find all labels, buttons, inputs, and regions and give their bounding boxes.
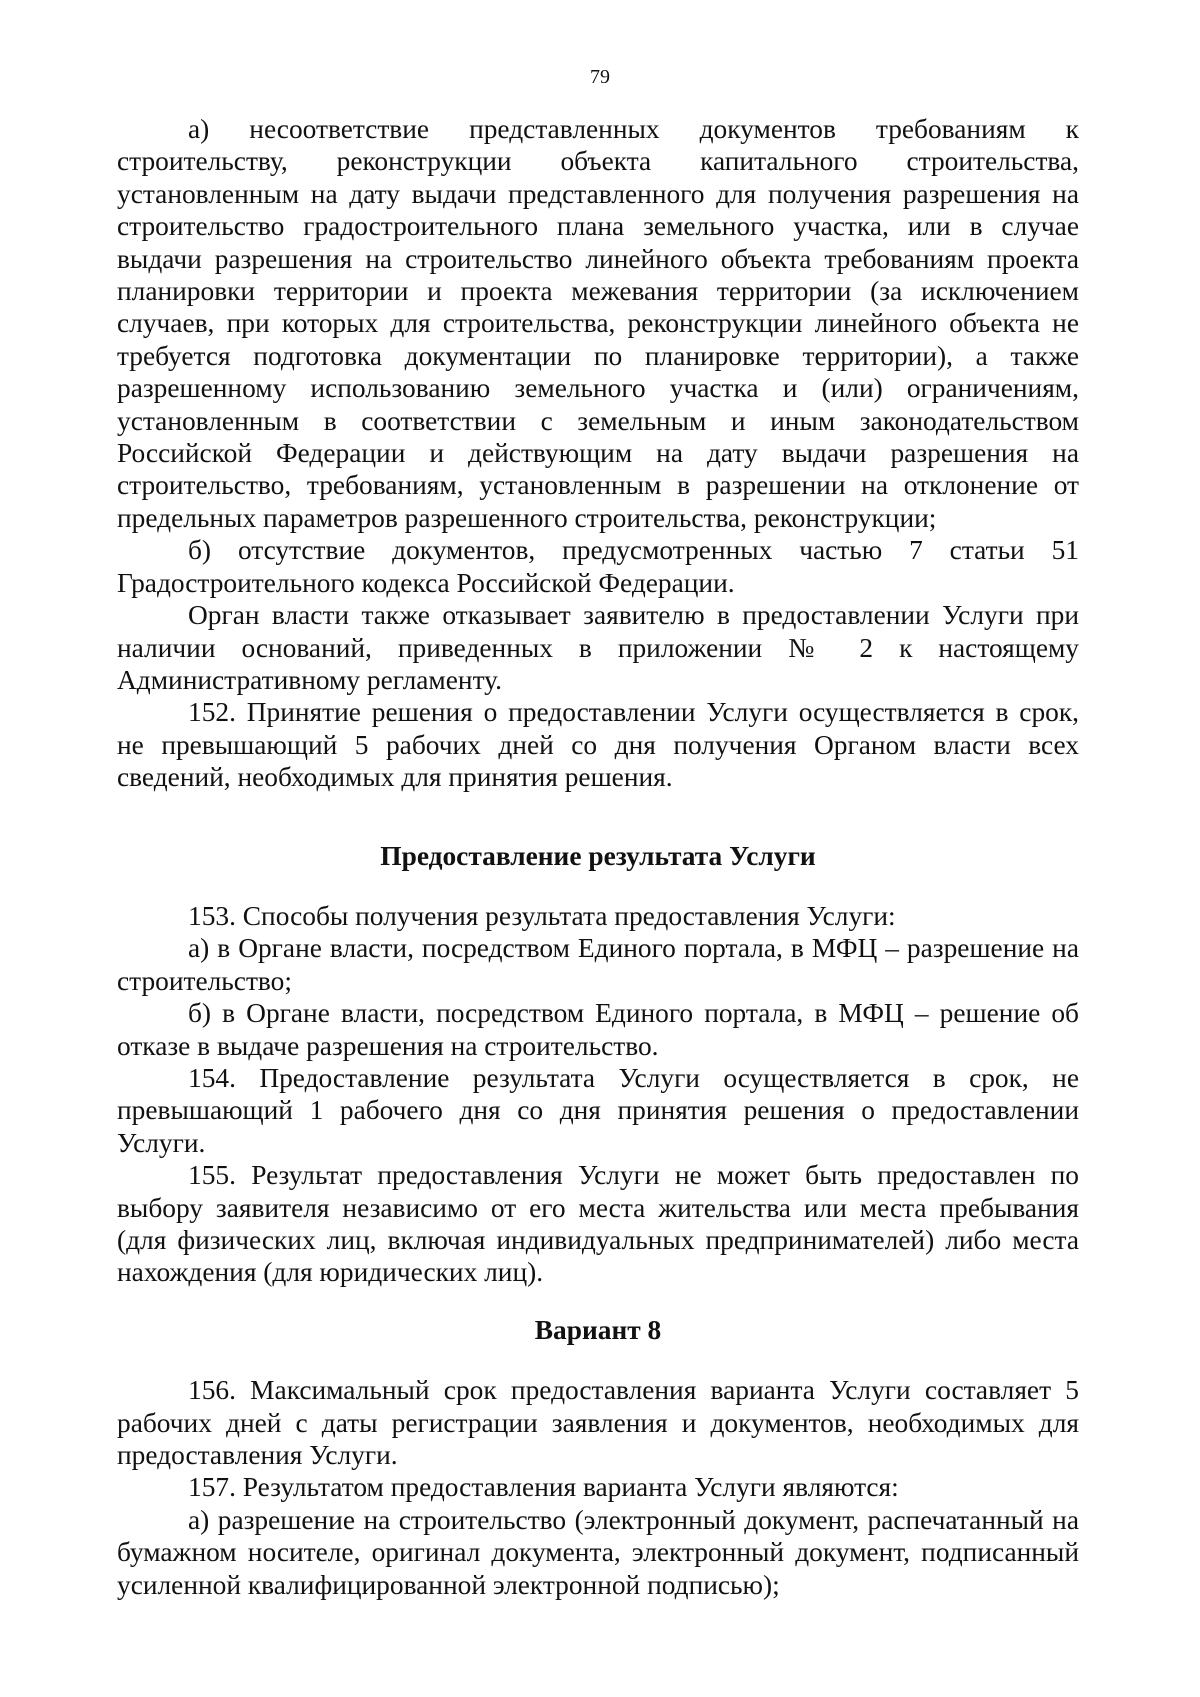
paragraph-153-a: а) в Органе власти, посредством Единого портала, в МФЦ – разрешение на строительство; — [117, 933, 1079, 996]
paragraph-154: 154. Предоставление результата Услуги осуществляется в срок, не превышающий 1 рабочего дня со дня принятия решения о предоставлении Услуги. — [117, 1062, 1079, 1158]
document-body — [117, 113, 1079, 1601]
paragraph-157-a: а) разрешение на строительство (электронный документ, распечатанный на бумажном носителе, оригинал документа, электронный документ, подписанный усиленной квалифицированной электронной подписью); — [117, 1504, 1079, 1600]
page-number: 79 — [590, 66, 610, 88]
paragraph-additional-refusal: Орган власти также отказывает заявителю в предоставлении Услуги при наличии оснований, приведенных в приложении № 2 к настоящему Административному регламенту. — [117, 600, 1079, 695]
paragraph-156: 156. Максимальный срок предоставления варианта Услуги составляет 5 рабочих дней с даты регистрации заявления и документов, необходимых для предоставления Услуги. — [117, 1375, 1079, 1471]
paragraph-refusal-reason-a: а) несоответствие представленных документов требованиям к строительству, реконструкции объекта капитального строительства, установленным на дату выдачи представленного для получения разрешения на строительство градостроительного плана земельного участка, или в случае выдачи разрешения на строительство линейного объекта требованиям проекта планировки территории и проекта межевания территории (за исключением случаев, при которых для строительства, реконструкции линейного объекта не требуется подготовка документации по планировке территории), а также разрешенному использованию земельного участка и (или) ограничениям, установленным в соответствии с земельным и иным законодательством Российской Федерации и действующим на дату выдачи разрешения на строительство, требованиям, установленным в разрешении на отклонение от предельных параметров разрешенного строительства, реконструкции; — [117, 114, 1079, 533]
paragraph-152: 152. Принятие решения о предоставлении Услуги осуществляется в срок, не превышающий 5 рабочих дней со дня получения Органом власти всех сведений, необходимых для принятия решения. — [117, 697, 1079, 793]
paragraph-157: 157. Результатом предоставления варианта Услуги являются: — [188, 1472, 899, 1503]
section-heading-result: Предоставление результата Услуги — [380, 840, 816, 871]
paragraph-153-b: б) в Органе власти, посредством Единого портала, в МФЦ – решение об отказе в выдаче разрешения на строительство. — [117, 998, 1079, 1061]
paragraph-153: 153. Способы получения результата предоставления Услуги: — [188, 900, 896, 931]
paragraph-155: 155. Результат предоставления Услуги не может быть предоставлен по выбору заявителя независимо от его места жительства или места пребывания (для физических лиц, включая индивидуальных предпринимателей) либо места нахождения (для юридических лиц). — [117, 1160, 1079, 1288]
paragraph-refusal-reason-b: б) отсутствие документов, предусмотренных частью 7 статьи 51 Градостроительного кодекса Российской Федерации. — [117, 535, 1079, 598]
section-heading-variant-8: Вариант 8 — [534, 1314, 662, 1345]
